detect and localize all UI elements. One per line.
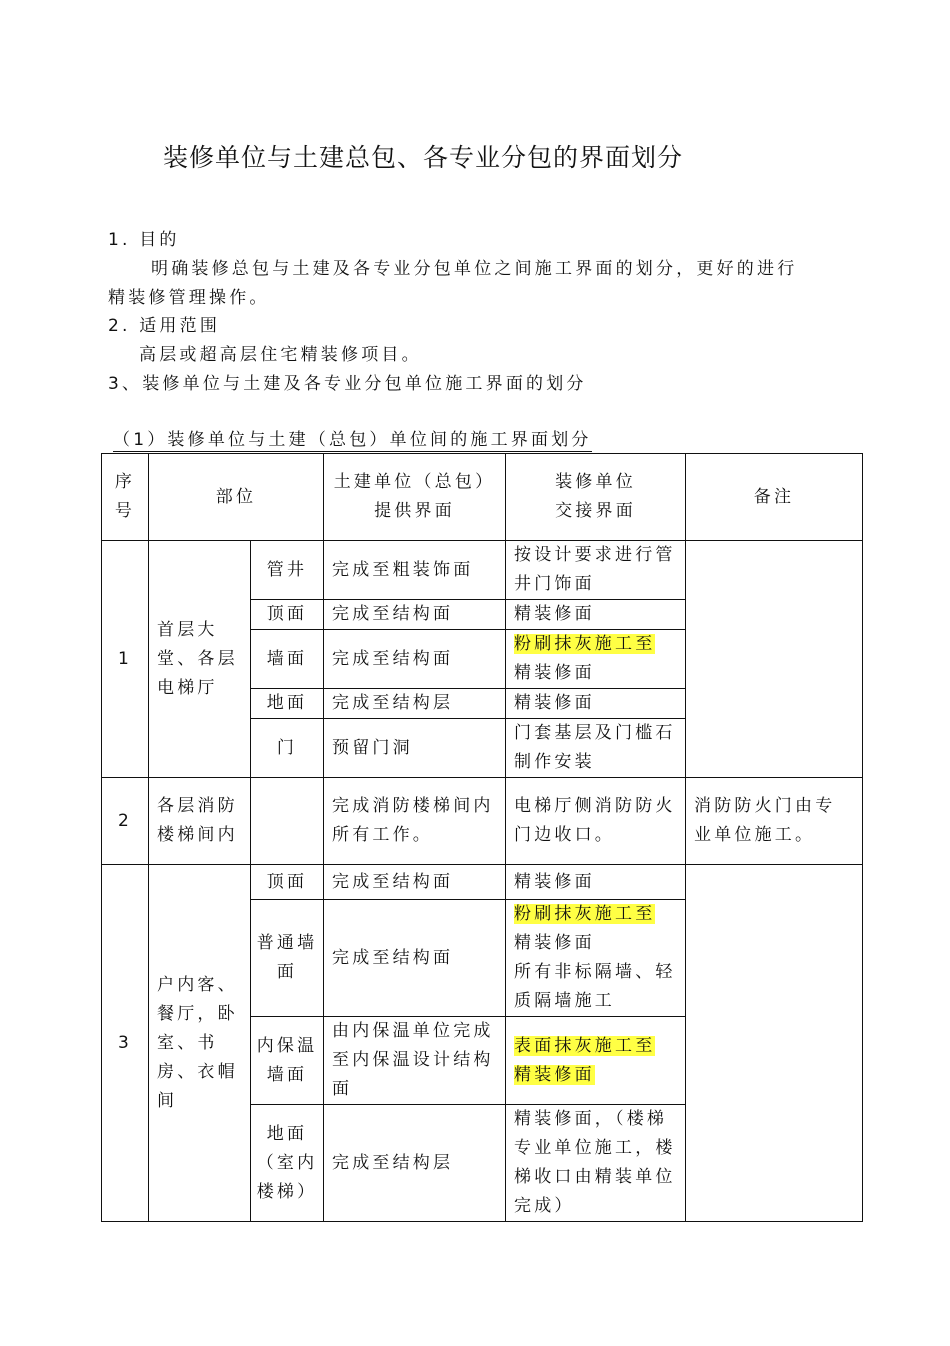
row-part: 顶面 [251,865,324,900]
group-2-seq: 2 [102,778,149,865]
document-title: 装修单位与土建总包、各专业分包的界面划分 [163,143,684,172]
header-civil [324,454,506,541]
header-location: 部位 [149,454,324,541]
header-seq [102,454,149,541]
section-1-body-line-1: 明确装修总包与土建及各专业分包单位之间施工界面的划分，更好的进行 [151,259,798,279]
header-seq-line-2: 号 [114,501,136,521]
row-part: 墙面 [251,630,324,689]
section-1-body-line-2: 精装修管理操作。 [108,288,270,308]
table-caption: （1）装修单位与土建（总包）单位间的施工界面划分 [113,430,592,450]
header-civil-line-2: 提供界面 [374,501,455,521]
group-2-area: 各层消防楼梯间内 [149,778,251,865]
section-1-heading: 1. 目的 [108,230,180,250]
row-part: 门 [251,719,324,778]
table-row [102,778,863,865]
group-3-seq: 3 [102,865,149,1222]
row-decor: 按设计要求进行管井门饰面 [506,541,686,600]
row-part: 顶面 [251,600,324,630]
row-civil: 完成至结构层 [324,1105,506,1222]
row-part: 地面 [251,689,324,719]
highlighted-text: 表面抹灰施工至 [514,1035,656,1056]
group-1-remark [686,541,863,778]
table-header-row [102,454,863,541]
decor-text: 所有非标隔墙、轻质隔墙施工 [514,962,676,1011]
group-3-area: 户内客、餐厅，卧室、书房、衣帽间 [149,865,251,1222]
highlighted-text: 粉刷抹灰施工至 [514,634,656,654]
header-decor-line-2: 交接界面 [555,501,636,521]
row-decor: 电梯厅侧消防防火门边收口。 [506,778,686,865]
decor-text: 精装修面 [514,933,595,953]
header-decor-line-1: 装修单位 [555,472,636,492]
highlighted-text: 精装修面 [514,1064,595,1085]
row-decor: 精装修面 [506,689,686,719]
row-civil: 完成至粗装饰面 [324,541,506,600]
row-civil: 完成至结构面 [324,900,506,1017]
row-civil: 完成至结构面 [324,865,506,900]
header-decor [506,454,686,541]
row-decor [506,900,686,1017]
row-civil: 完成至结构层 [324,689,506,719]
row-decor: 精装修面 [506,865,686,900]
decor-text: 精装修面 [514,663,595,683]
section-2-body: 高层或超高层住宅精装修项目。 [139,345,422,365]
row-civil: 由内保温单位完成至内保温设计结构面 [324,1017,506,1105]
row-part [251,778,324,865]
row-decor: 门套基层及门槛石制作安装 [506,719,686,778]
row-part: 管井 [251,541,324,600]
section-3-heading: 3、装修单位与土建及各专业分包单位施工界面的划分 [108,374,587,394]
header-seq-line-1: 序 [114,472,136,492]
row-part: 内保温墙面 [251,1017,324,1105]
row-decor [506,630,686,689]
highlighted-text: 粉刷抹灰施工至 [514,904,656,924]
interface-division-table [101,453,863,1222]
row-civil: 完成至结构面 [324,600,506,630]
section-2-heading: 2. 适用范围 [108,316,221,336]
row-decor: 精装修面，（楼梯专业单位施工，楼梯收口由精装单位完成） [506,1105,686,1222]
row-part: 地面（室内楼梯） [251,1105,324,1222]
row-civil: 完成至结构面 [324,630,506,689]
group-2-remark: 消防防火门由专业单位施工。 [686,778,863,865]
group-3-remark [686,865,863,1222]
row-decor: 精装修面 [506,600,686,630]
row-civil: 预留门洞 [324,719,506,778]
table-row [102,541,863,600]
row-decor [506,1017,686,1105]
row-part: 普通墙面 [251,900,324,1017]
group-1-seq: 1 [102,541,149,778]
table-row [102,865,863,900]
header-remark: 备注 [686,454,863,541]
header-civil-line-1: 土建单位（总包） [333,472,496,492]
row-civil: 完成消防楼梯间内所有工作。 [324,778,506,865]
group-1-area: 首层大堂、各层电梯厅 [149,541,251,778]
